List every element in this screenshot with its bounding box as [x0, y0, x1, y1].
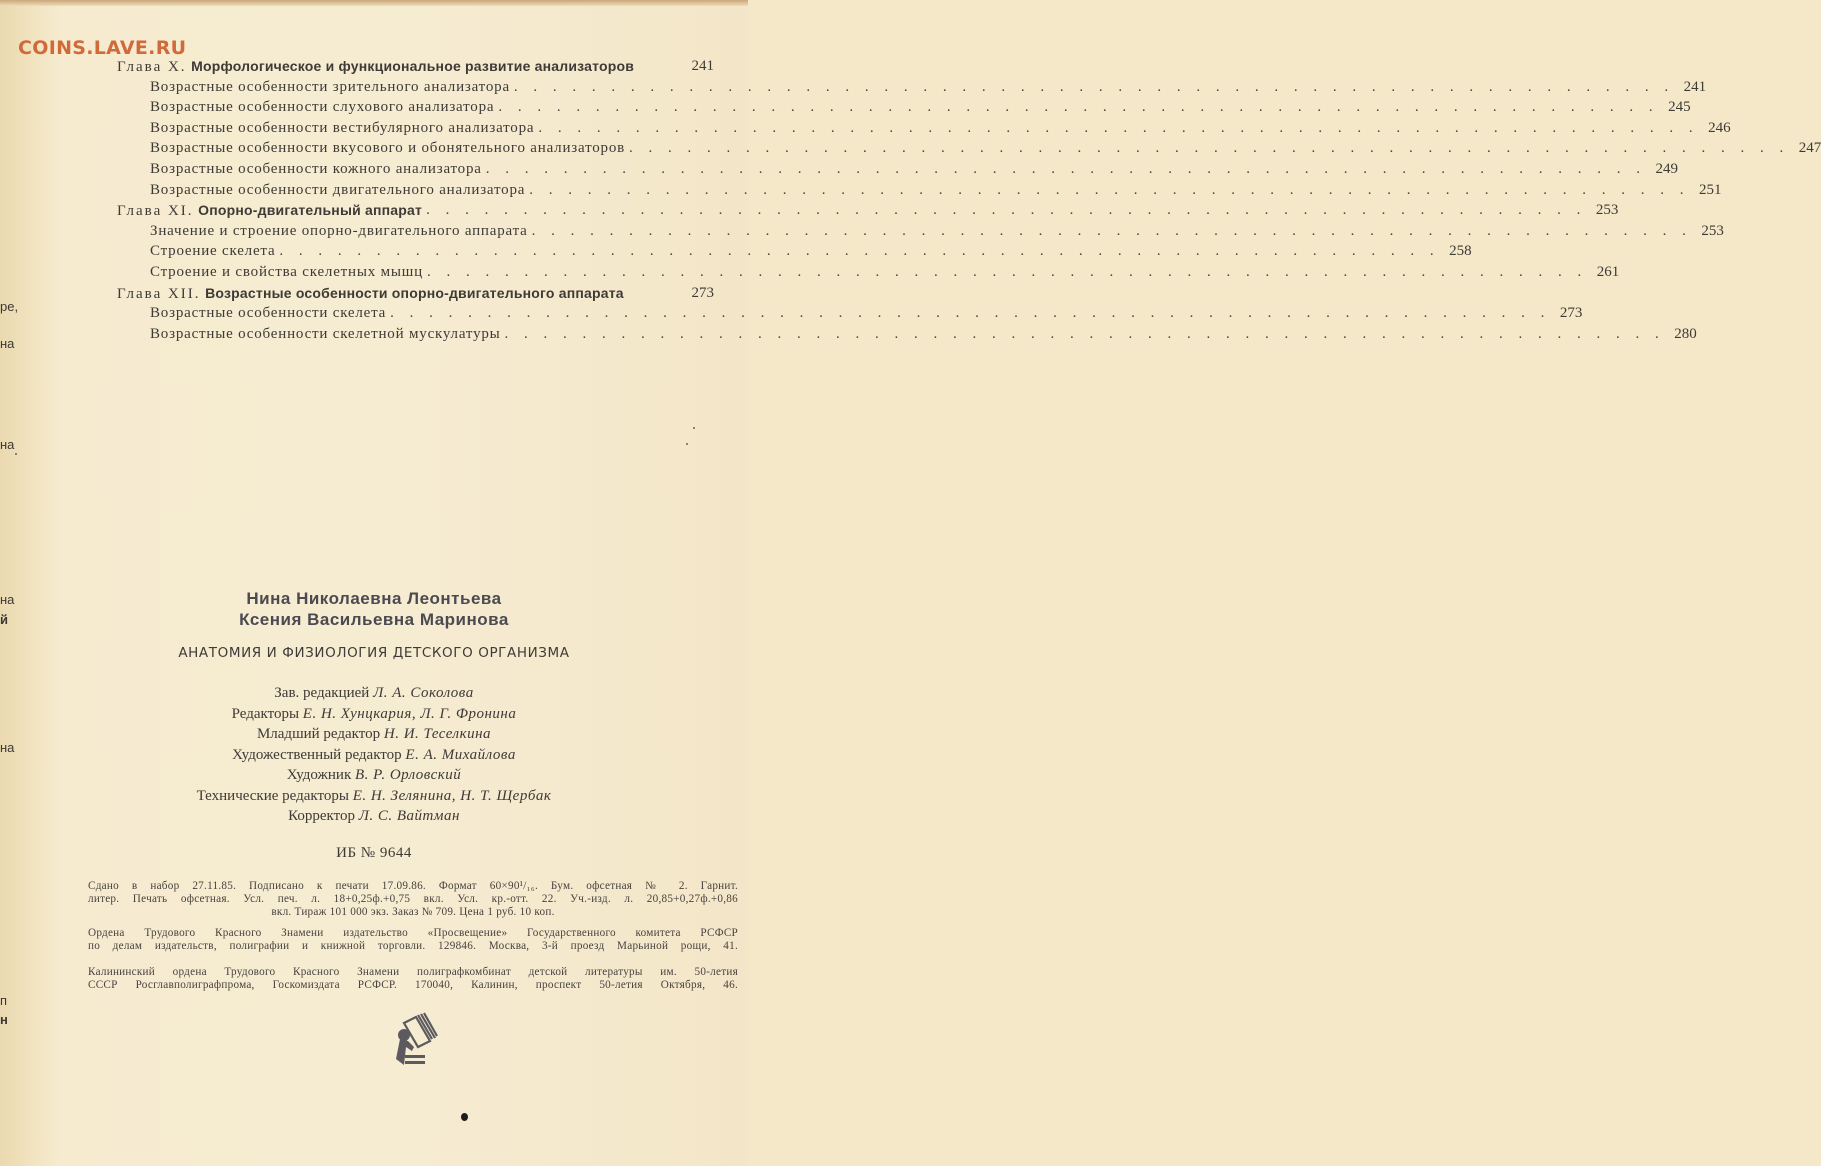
margin-text-fragment: на — [0, 336, 15, 351]
credit-line — [0, 786, 748, 807]
margin-text-fragment: на — [0, 592, 15, 607]
toc-chapter-title: Возрастные особенности опорно-двигательного аппарата — [205, 284, 624, 301]
toc-entry-title — [150, 221, 528, 241]
credit-role: Технические редакторы — [196, 787, 349, 804]
printer-details — [88, 966, 738, 992]
toc-page-number: 251 — [1698, 181, 1722, 198]
toc-leader-dots: . . . . . . . . . . . . . . . . . . . . . . . . . . . . . . . . . . . . . . . . . . . . . . . . . . . . . . . . . . . . — [513, 78, 1675, 95]
credit-names: Н. И. Теселкина — [383, 726, 492, 742]
toc-section-row — [150, 241, 1472, 261]
toc-page-number: 258 — [1449, 243, 1472, 260]
toc-leader-dots — [624, 283, 682, 303]
toc-chapter-title: Опорно-двигательный аппарат — [198, 202, 423, 219]
toc-leader-dots: . . . . . . . . . . . . . . . . . . . . . . . . . . . . . . . . . . . . . . . . . . . . . . . . . . . . . . . . . . . . — [629, 140, 1790, 157]
author-name-2: Ксения Васильевна Маринова — [239, 610, 509, 629]
credit-line — [0, 704, 748, 725]
toc-page-number: 273 — [691, 284, 714, 301]
toc-section-title: Возрастные особенности кожного анализатора — [150, 161, 482, 177]
imprint-line: литер. Печать офсетная. Усл. печ. л. 18+0,25ф.+0,75 вкл. Усл. кр.-отт. 22. Уч.-изд. л. 20,85+0,27ф.+0,86 — [88, 893, 738, 905]
toc-page-number: 273 — [1559, 305, 1583, 322]
toc-entry-title — [150, 159, 482, 179]
credit-line — [0, 724, 748, 745]
editorial-credits — [0, 683, 748, 827]
toc-section-title: Строение скелета — [150, 243, 276, 260]
toc-leader-dots — [634, 56, 682, 76]
toc-section-title: Возрастные особенности вестибулярного анализатора — [150, 119, 535, 136]
ink-speck — [686, 443, 688, 445]
toc-section-title: Возрастные особенности скелета — [150, 305, 387, 322]
toc-section-row — [150, 118, 1731, 138]
toc-section-title: Строение и свойства скелетных мышц — [150, 264, 423, 280]
toc-entry-title — [117, 283, 624, 303]
toc-section-row — [150, 97, 1691, 117]
page-top-edge — [0, 0, 748, 6]
margin-text-fragment: п — [0, 993, 8, 1008]
toc-chapter-number: Глава X. — [117, 59, 187, 75]
imprint-line: вкл. Тираж 101 000 экз. Заказ № 709. Цена 1 руб. 10 коп. — [271, 906, 555, 918]
credit-names: Е. А. Михайлова — [405, 746, 516, 763]
toc-chapter-number: Глава XI. — [117, 203, 194, 220]
toc-entry-title — [150, 324, 501, 344]
credit-role: Редакторы — [231, 705, 300, 722]
credit-names: Л. С. Вайтман — [358, 808, 460, 824]
reader-with-book-icon — [390, 1015, 440, 1065]
ink-dot — [461, 1113, 468, 1121]
author-name-1: Нина Николаевна Леонтьева — [246, 589, 502, 608]
toc-leader-dots: . . . . . . . . . . . . . . . . . . . . . . . . . . . . . . . . . . . . . . . . . . . . . . . . . . . . . . . . . . . . — [529, 181, 1690, 198]
toc-page-number: 261 — [1596, 264, 1620, 280]
toc-section-row — [150, 77, 1707, 97]
toc-section-title: Возрастные особенности скелетной мускулатуры — [150, 325, 501, 342]
toc-entry-title — [150, 241, 275, 261]
margin-text-fragment: й — [0, 612, 8, 627]
toc-entry-title — [150, 97, 494, 117]
ib-number: ИБ № 9644 — [336, 845, 412, 861]
toc-leader-dots: . . . . . . . . . . . . . . . . . . . . . . . . . . . . . . . . . . . . . . . . . . . . . . . . . . . . . . . . . . . . — [279, 243, 1440, 260]
imprint-line: по делам издательств, полиграфии и книжной торговли. 129846. Москва, 3-й проезд Марьиной рощи, 41. — [88, 940, 738, 952]
credit-role: Младший редактор — [256, 726, 381, 742]
margin-text-fragment: на — [0, 437, 15, 452]
toc-page-number: 245 — [1668, 99, 1691, 116]
publisher-details — [88, 927, 738, 953]
toc-leader-dots: . . . . . . . . . . . . . . . . . . . . . . . . . . . . . . . . . . . . . . . . . . . . . . . . . . . . . . . . . . . . — [426, 202, 1587, 219]
toc-page-number: 241 — [691, 58, 714, 74]
toc-section-row — [150, 262, 1620, 282]
toc-chapter-row — [117, 283, 714, 303]
toc-page-number: 247 — [1798, 140, 1821, 157]
toc-page-number: 280 — [1674, 325, 1697, 342]
book-title: АНАТОМИЯ И ФИЗИОЛОГИЯ ДЕТСКОГО ОРГАНИЗМА — [178, 645, 570, 661]
toc-chapter-row — [117, 200, 1619, 220]
toc-entry-title — [150, 180, 525, 200]
credit-line — [0, 765, 748, 786]
toc-page-number: 246 — [1708, 119, 1731, 136]
credit-names: Е. Н. Зелянина, Н. Т. Щербак — [352, 787, 552, 804]
credit-role: Корректор — [288, 808, 355, 824]
toc-entry-title — [117, 56, 634, 76]
toc-entry-title — [150, 262, 423, 282]
credit-names: Л. А. Соколова — [373, 685, 474, 701]
toc-chapter-title: Морфологическое и функциональное развитие анализаторов — [191, 58, 635, 74]
site-watermark: COINS.LAVE.RU — [18, 37, 187, 59]
credit-line — [0, 745, 748, 766]
toc-chapter-number: Глава XII. — [117, 285, 201, 302]
credit-line — [0, 683, 748, 704]
credit-names: В. Р. Орловский — [355, 767, 462, 783]
ink-speck — [15, 453, 17, 455]
margin-text-fragment: н — [0, 1012, 8, 1027]
credit-line — [0, 806, 748, 827]
imprint-line: Ордена Трудового Красного Знамени издательство «Просвещение» Государственного комитета РСФСР — [88, 927, 738, 939]
toc-entry-title — [150, 77, 510, 97]
toc-section-row — [150, 324, 1697, 344]
credit-role: Художник — [286, 767, 352, 783]
toc-page-number: 249 — [1655, 161, 1678, 177]
imprint-line: Сдано в набор 27.11.85. Подписано к печати 17.09.86. Формат 60×90¹/₁₆. Бум. офсетная № 2. Гарнит. — [88, 880, 738, 892]
toc-leader-dots: . . . . . . . . . . . . . . . . . . . . . . . . . . . . . . . . . . . . . . . . . . . . . . . . . . . . . . . . . . . . — [538, 119, 1699, 136]
margin-text-fragment: на — [0, 740, 15, 755]
imprint-line: СССР Росглавполиграфпрома, Госкомиздата РСФСР. 170040, Калинин, проспект 50-летия Октября, 46. — [88, 979, 738, 991]
toc-leader-dots: . . . . . . . . . . . . . . . . . . . . . . . . . . . . . . . . . . . . . . . . . . . . . . . . . . . . . . . . . . . . — [498, 99, 1659, 116]
toc-entry-title — [150, 118, 534, 138]
toc-page-number: 253 — [1595, 202, 1619, 219]
credit-role: Художественный редактор — [232, 746, 402, 763]
toc-section-title: Возрастные особенности слухового анализатора — [150, 99, 495, 116]
toc-section-row — [150, 221, 1724, 241]
toc-section-row — [150, 138, 1821, 158]
credit-role: Зав. редакцией — [274, 685, 370, 701]
toc-entry-title — [117, 200, 422, 220]
toc-page-number: 253 — [1701, 222, 1724, 239]
imprint-line: Калининский ордена Трудового Красного Знамени полиграфкомбинат детской литературы им. 50-летия — [88, 966, 738, 978]
toc-leader-dots: . . . . . . . . . . . . . . . . . . . . . . . . . . . . . . . . . . . . . . . . . . . . . . . . . . . . . . . . . . . . — [390, 305, 1551, 322]
toc-section-title: Возрастные особенности двигательного анализатора — [150, 181, 526, 198]
toc-page-number: 241 — [1683, 78, 1707, 95]
toc-section-title: Возрастные особенности вкусового и обонятельного анализаторов — [150, 140, 626, 157]
credit-names: Е. Н. Хунцкария, Л. Г. Фронина — [302, 705, 517, 722]
toc-section-title: Возрастные особенности зрительного анализатора — [150, 78, 510, 95]
toc-section-row — [150, 180, 1722, 200]
printing-details — [88, 880, 738, 919]
margin-text-fragment: ре, — [0, 299, 19, 314]
toc-leader-dots: . . . . . . . . . . . . . . . . . . . . . . . . . . . . . . . . . . . . . . . . . . . . . . . . . . . . . . . . . . . . — [426, 264, 1588, 280]
toc-entry-title — [150, 303, 386, 323]
toc-leader-dots: . . . . . . . . . . . . . . . . . . . . . . . . . . . . . . . . . . . . . . . . . . . . . . . . . . . . . . . . . . . . — [485, 161, 1646, 177]
toc-section-title: Значение и строение опорно-двигательного аппарата — [150, 222, 528, 239]
ink-speck — [693, 427, 695, 429]
toc-leader-dots: . . . . . . . . . . . . . . . . . . . . . . . . . . . . . . . . . . . . . . . . . . . . . . . . . . . . . . . . . . . . — [504, 325, 1665, 342]
toc-section-row — [150, 303, 1583, 323]
toc-section-row — [150, 159, 1678, 179]
toc-chapter-row — [117, 56, 714, 76]
toc-leader-dots: . . . . . . . . . . . . . . . . . . . . . . . . . . . . . . . . . . . . . . . . . . . . . . . . . . . . . . . . . . . . — [531, 222, 1692, 239]
toc-entry-title — [150, 138, 625, 158]
